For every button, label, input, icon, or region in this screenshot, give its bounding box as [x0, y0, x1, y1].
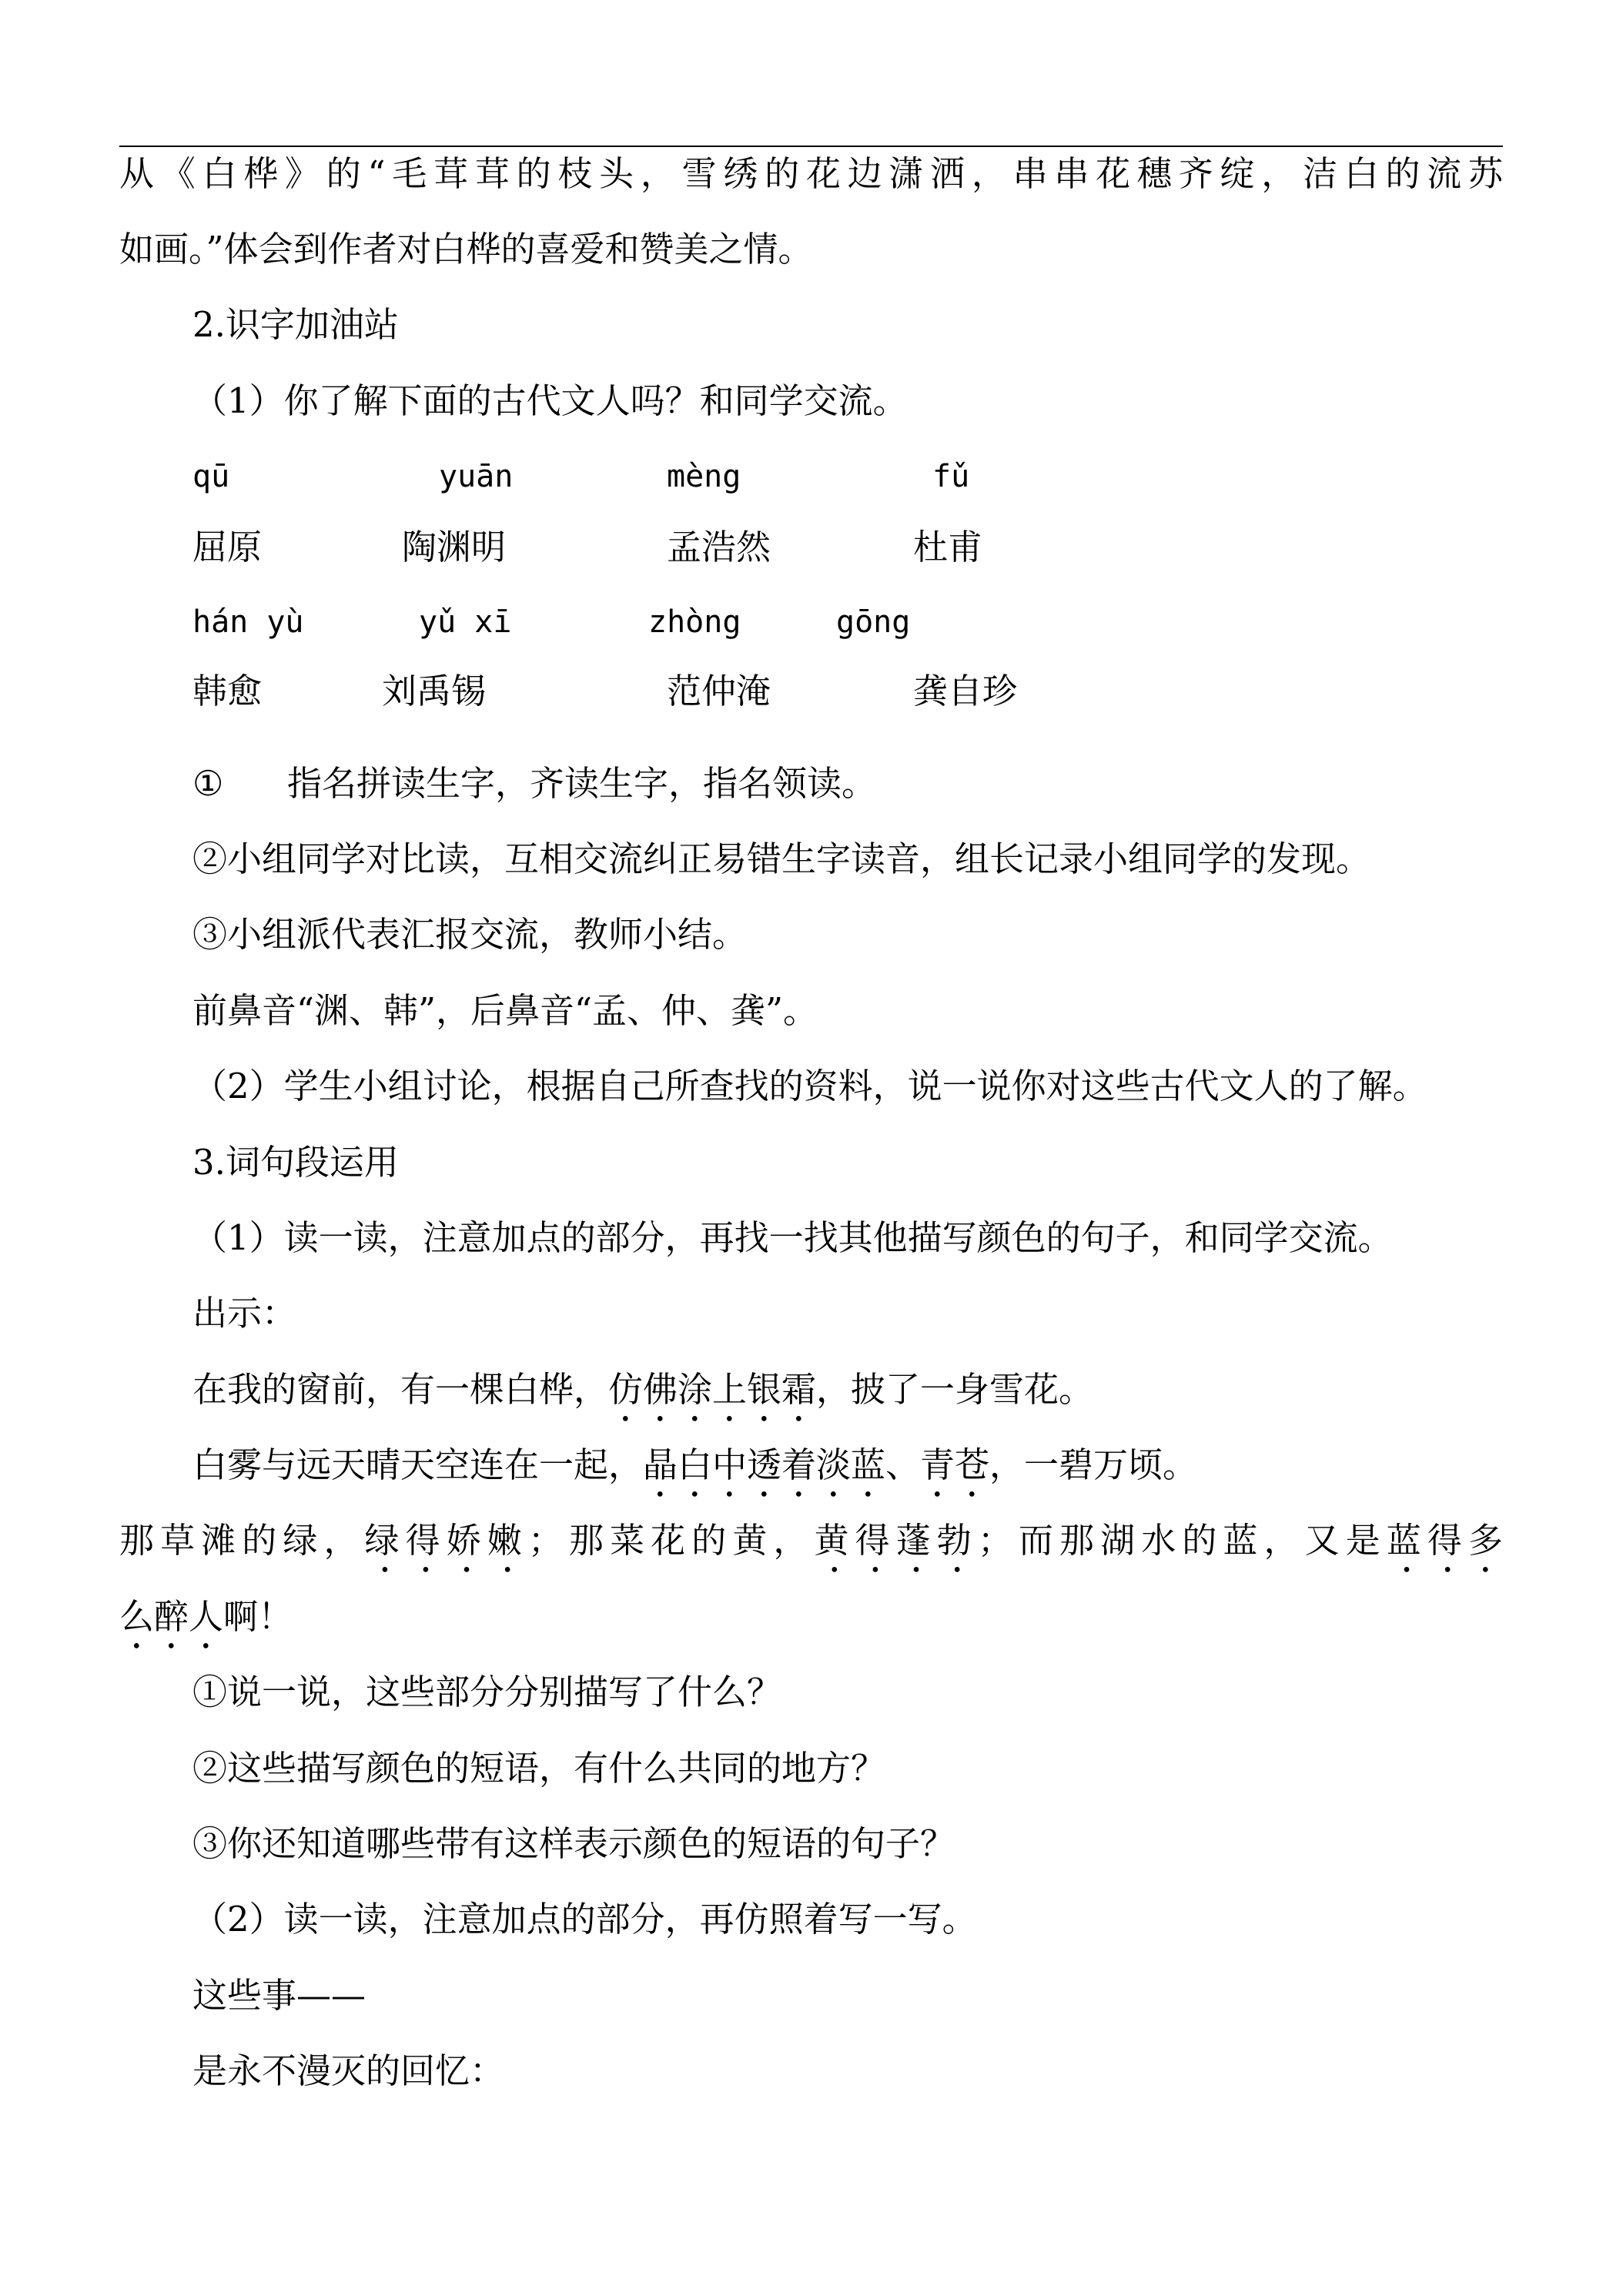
pinyin-yuan: yuān — [439, 459, 514, 494]
emphasized-phrase: 么醉人 — [119, 1596, 224, 1637]
example-sentence-1 — [192, 1368, 1093, 1430]
emphasized-phrase: 黄得蓬勃 — [814, 1520, 978, 1561]
name-gong-zizhen: 龚自珍 — [913, 671, 1018, 711]
nasal-sound-note: 前鼻音“渊、韩”，后鼻音“孟、仲、龚”。 — [192, 990, 818, 1031]
pinyin-fu: fǔ — [932, 459, 970, 494]
emphasized-phrase: 晶白中透着淡蓝、青苍 — [643, 1444, 990, 1485]
section-3-question-2: （2）读一读，注意加点的部分，再仿照着写一写。 — [192, 1899, 977, 1940]
poem-line-1: 这些事—— — [192, 1975, 366, 2016]
sentence-2-part-a: 白雾与远天晴天空连在一起， — [192, 1444, 644, 1485]
section-3-question-a: ①说一说，这些部分分别描写了什么？ — [192, 1672, 782, 1712]
sentence-3-part-c: ；那菜花的黄， — [527, 1520, 815, 1561]
pinyin-han-yu: hán yù — [192, 604, 304, 640]
sentence-3-part-a: 那草滩的绿， — [119, 1520, 365, 1561]
sentence-1-part-c: ，披了一身雪花。 — [816, 1369, 1094, 1410]
sentence-3-part-h: 啊！ — [223, 1596, 293, 1637]
sentence-2-part-c: ，一碧万顷。 — [989, 1444, 1198, 1485]
pinyin-yu-xi: yǔ xī — [419, 604, 512, 640]
name-tao-yuanming: 陶渊明 — [402, 527, 507, 567]
section-2-question-1: （1）你了解下面的古代文人吗？和同学交流。 — [192, 380, 908, 421]
section-3-question-c: ③你还知道哪些带有这样表示颜色的短语的句子？ — [192, 1823, 955, 1864]
pinyin-zhong: zhòng — [648, 604, 741, 640]
poem-line-2: 是永不漫灭的回忆： — [192, 2050, 505, 2091]
name-liu-yuxi: 刘禹锡 — [382, 671, 487, 711]
section-2-question-2: （2）学生小组讨论，根据自己所查找的资料，说一说你对这些古代文人的了解。 — [192, 1066, 1427, 1106]
step-1-text: 指名拼读生字，齐读生字，指名领读。 — [287, 763, 877, 804]
example-sentence-3-line-1 — [119, 1519, 1503, 1581]
intro-line-2: 如画。”体会到作者对白桦的喜爱和赞美之情。 — [119, 229, 813, 269]
section-2-heading: 2.识字加油站 — [192, 304, 399, 345]
example-sentence-2 — [192, 1444, 1197, 1505]
pinyin-qu: qū — [192, 459, 230, 494]
section-3-heading: 3.词句段运用 — [192, 1142, 399, 1183]
name-han-yu: 韩愈 — [192, 671, 263, 711]
name-qu-yuan: 屈原 — [192, 527, 263, 567]
sentence-3-part-e: ；而那湖水的蓝，又是 — [977, 1520, 1387, 1561]
emphasized-phrase: 蓝得多 — [1386, 1520, 1503, 1561]
header-rule — [119, 146, 1503, 147]
step-1-marker: ① — [192, 763, 224, 804]
emphasized-phrase: 仿佛涂上银霜 — [608, 1369, 817, 1410]
sentence-1-part-a: 在我的窗前，有一棵白桦， — [192, 1369, 609, 1410]
show-label: 出示： — [192, 1293, 297, 1334]
pinyin-meng: mèng — [667, 459, 741, 494]
step-2: ②小组同学对比读，互相交流纠正易错生字读音，组长记录小组同学的发现。 — [192, 838, 1371, 879]
name-du-fu: 杜甫 — [913, 527, 983, 567]
name-meng-haoran: 孟浩然 — [667, 527, 771, 567]
section-3-question-b: ②这些描写颜色的短语，有什么共同的地方？ — [192, 1748, 886, 1789]
pinyin-gong: gōng — [836, 604, 911, 640]
example-sentence-3-line-2 — [119, 1595, 293, 1657]
emphasized-phrase: 绿得娇嫩 — [364, 1520, 528, 1561]
section-3-question-1: （1）读一读，注意加点的部分，再找一找其他描写颜色的句子，和同学交流。 — [192, 1217, 1393, 1258]
step-3: ③小组派代表汇报交流，教师小结。 — [192, 914, 748, 955]
name-fan-zhongyan: 范仲淹 — [667, 671, 771, 711]
intro-line-1: 从《白桦》的“毛茸茸的枝头，雪绣的花边潇洒，串串花穗齐绽，洁白的流苏 — [119, 153, 1503, 194]
